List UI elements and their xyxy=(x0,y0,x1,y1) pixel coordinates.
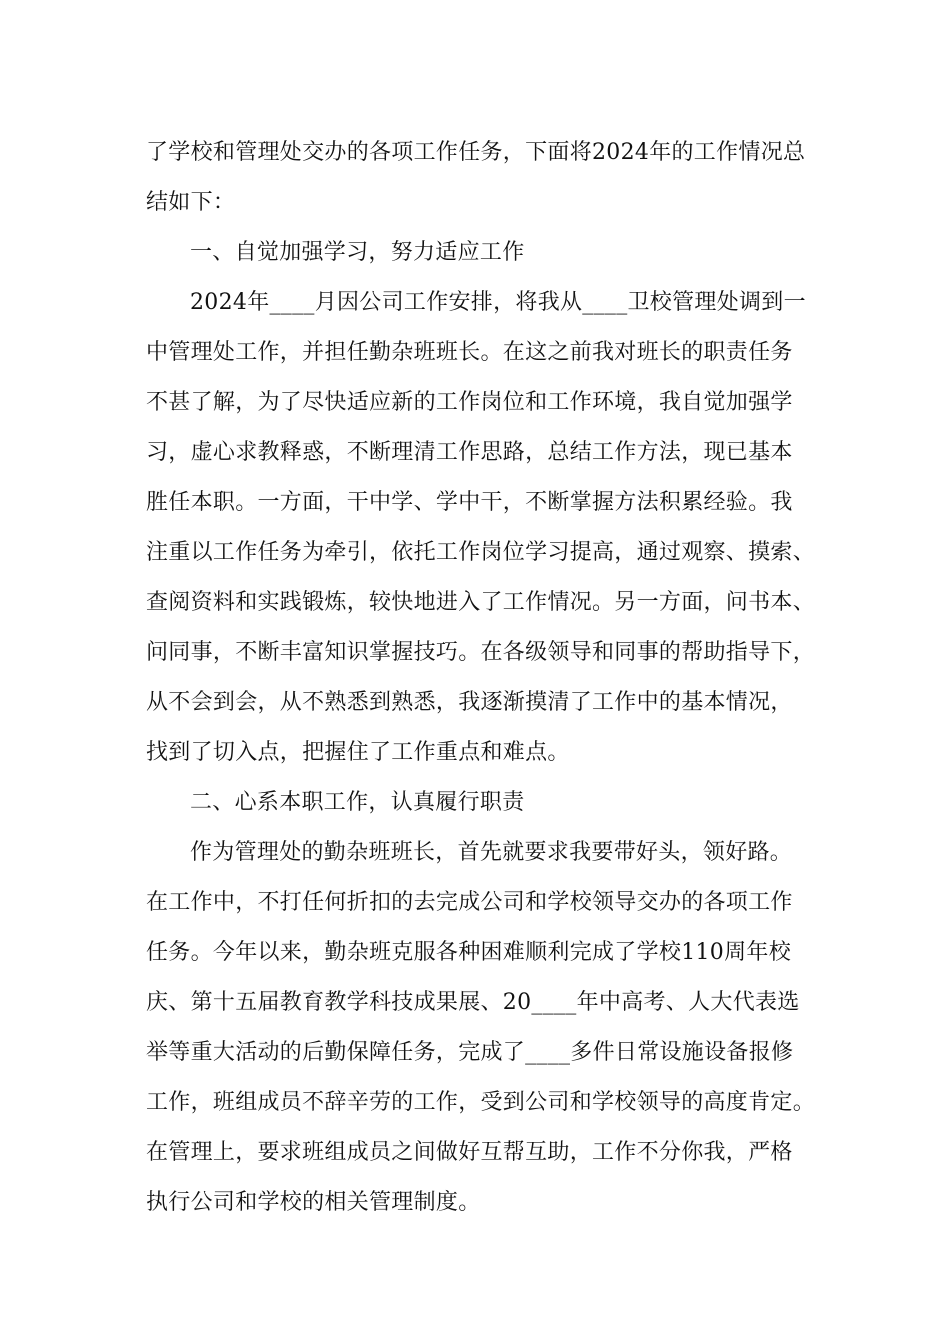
body-line: 2024年____月因公司工作安排，将我从____卫校管理处调到一 xyxy=(190,290,806,315)
body-line: 不甚了解，为了尽快适应新的工作岗位和工作环境，我自觉加强学 xyxy=(146,390,793,415)
body-line: 中管理处工作，并担任勤杂班班长。在这之前我对班长的职责任务 xyxy=(146,340,793,365)
body-line: 举等重大活动的后勤保障任务，完成了____多件日常设施设备报修 xyxy=(146,1040,794,1065)
body-line: 习，虚心求教释惑，不断理清工作思路，总结工作方法，现已基本 xyxy=(146,440,793,465)
body-line: 了学校和管理处交办的各项工作任务，下面将2024年的工作情况总 xyxy=(146,140,806,165)
body-line: 查阅资料和实践锻炼，较快地进入了工作情况。另一方面，问书本、 xyxy=(146,590,816,615)
body-line: 找到了切入点，把握住了工作重点和难点。 xyxy=(146,740,570,765)
body-line: 问同事，不断丰富知识掌握技巧。在各级领导和同事的帮助指导下， xyxy=(146,640,816,665)
document-body xyxy=(146,128,826,1228)
section-heading: 一、自觉加强学习，努力适应工作 xyxy=(190,240,525,265)
body-line: 胜任本职。一方面，干中学、学中干，不断掌握方法积累经验。我 xyxy=(146,490,793,515)
body-line: 从不会到会，从不熟悉到熟悉，我逐渐摸清了工作中的基本情况， xyxy=(146,690,793,715)
body-line: 任务。今年以来，勤杂班克服各种困难顺利完成了学校110周年校 xyxy=(146,940,791,965)
body-line: 在管理上，要求班组成员之间做好互帮互助，工作不分你我，严格 xyxy=(146,1140,793,1165)
section-heading: 二、心系本职工作，认真履行职责 xyxy=(190,790,525,815)
body-line: 注重以工作任务为牵引，依托工作岗位学习提高，通过观察、摸索、 xyxy=(146,540,816,565)
body-line: 结如下： xyxy=(146,190,236,215)
body-line: 在工作中，不打任何折扣的去完成公司和学校领导交办的各项工作 xyxy=(146,890,793,915)
body-line: 执行公司和学校的相关管理制度。 xyxy=(146,1190,481,1215)
body-line: 工作，班组成员不辞辛劳的工作，受到公司和学校领导的高度肯定。 xyxy=(146,1090,816,1115)
body-line: 作为管理处的勤杂班班长，首先就要求我要带好头，领好路。 xyxy=(190,840,793,865)
body-line: 庆、第十五届教育教学科技成果展、20____年中高考、人大代表选 xyxy=(146,990,800,1015)
